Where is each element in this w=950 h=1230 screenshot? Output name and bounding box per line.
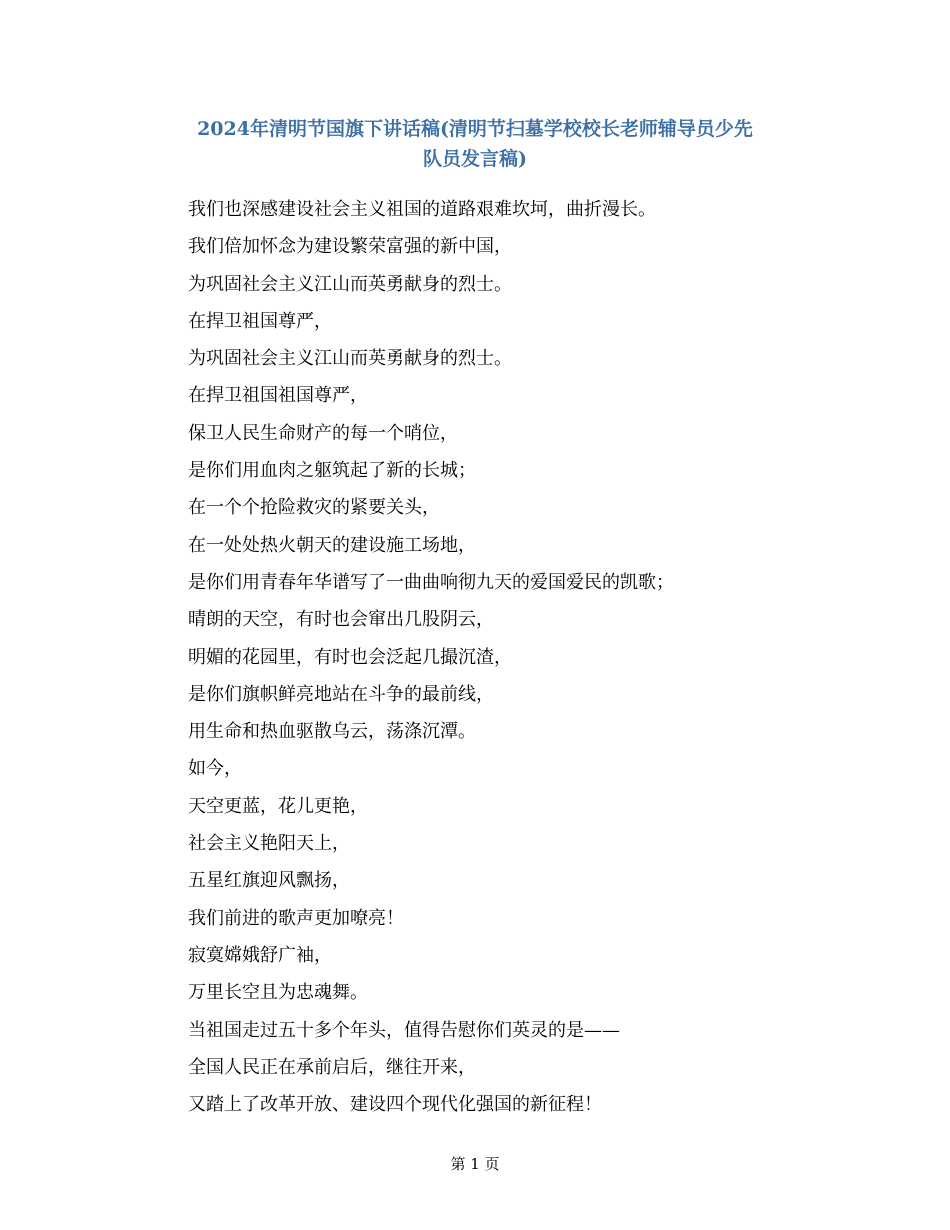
document-body [188, 191, 828, 1123]
paragraph: 社会主义艳阳天上， [188, 833, 350, 855]
title-line-1: 2024年清明节国旗下讲话稿(清明节扫墓学校校长老师辅导员少先 [197, 118, 753, 140]
paragraph: 又踏上了改革开放、建设四个现代化强国的新征程！ [188, 1094, 602, 1116]
paragraph: 在一处处热火朝天的建设施工场地， [188, 534, 476, 556]
paragraph: 晴朗的天空，有时也会窜出几股阴云， [188, 609, 494, 631]
page-number: 第 1 页 [450, 1155, 500, 1173]
paragraph: 寂寞嫦娥舒广袖， [188, 944, 332, 966]
paragraph: 在捍卫祖国尊严， [188, 310, 332, 332]
paragraph: 为巩固社会主义江山而英勇献身的烈士。 [188, 273, 512, 295]
paragraph: 万里长空且为忠魂舞。 [188, 982, 368, 1004]
paragraph: 天空更蓝，花儿更艳， [188, 795, 368, 817]
paragraph: 是你们旗帜鲜亮地站在斗争的最前线， [188, 683, 494, 705]
paragraph: 当祖国走过五十多个年头，值得告慰你们英灵的是—— [188, 1019, 620, 1041]
title-line-2: 队员发言稿) [423, 148, 527, 170]
document-title [120, 114, 830, 174]
paragraph: 是你们用青春年华谱写了一曲曲响彻九天的爱国爱民的凯歌； [188, 571, 674, 593]
paragraph: 是你们用血肉之躯筑起了新的长城； [188, 460, 476, 482]
paragraph: 我们前进的歌声更加嘹亮！ [188, 907, 404, 929]
paragraph: 为巩固社会主义江山而英勇献身的烈士。 [188, 348, 512, 370]
paragraph: 我们也深感建设社会主义祖国的道路艰难坎坷，曲折漫长。 [188, 199, 656, 220]
paragraph: 在捍卫祖国祖国尊严， [188, 385, 368, 407]
paragraph: 我们倍加怀念为建设繁荣富强的新中国， [188, 236, 512, 258]
paragraph: 如今， [188, 758, 242, 780]
paragraph: 用生命和热血驱散乌云，荡涤沉潭。 [188, 721, 476, 743]
paragraph: 保卫人民生命财产的每一个哨位， [188, 422, 458, 444]
paragraph: 明媚的花园里，有时也会泛起几撮沉渣， [188, 646, 512, 668]
paragraph: 全国人民正在承前启后，继往开来， [188, 1056, 476, 1078]
paragraph: 在一个个抢险救灾的紧要关头， [188, 497, 440, 519]
paragraph: 五星红旗迎风飘扬， [188, 870, 350, 892]
